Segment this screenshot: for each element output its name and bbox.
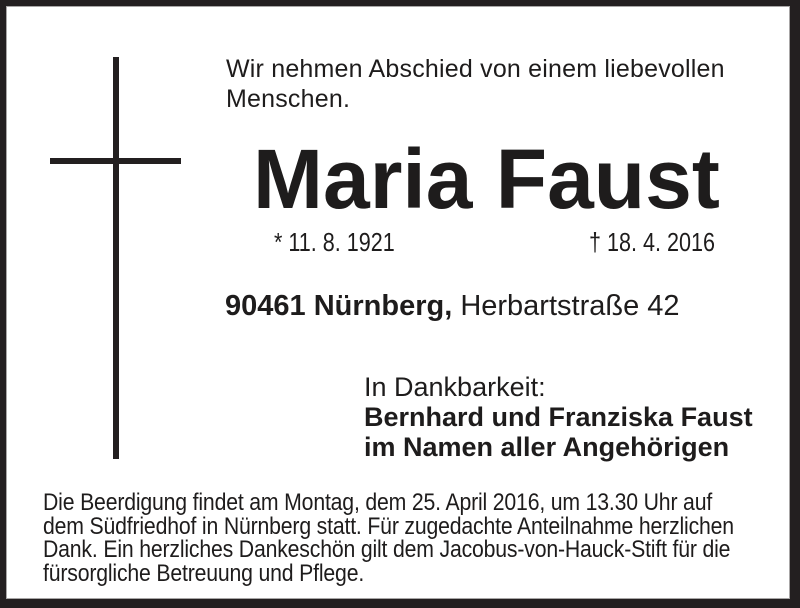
cross-horizontal-bar xyxy=(50,158,181,164)
closing-suffix: im Namen aller Angehörigen xyxy=(364,432,730,462)
dedication-line-2: Menschen. xyxy=(226,85,351,113)
funeral-notice-line-2: dem Südfriedhof in Nürnberg statt. Für zugedachte Anteilnahme herzlichen xyxy=(43,512,734,540)
funeral-notice-line-4: fürsorgliche Betreuung und Pflege. xyxy=(43,559,365,587)
funeral-notice xyxy=(43,491,734,585)
death-date: † 18. 4. 2016 xyxy=(589,227,716,257)
closing-family-names: Bernhard und Franziska Faust xyxy=(364,402,753,432)
memorial-card xyxy=(7,7,789,598)
dedication-line-1: Wir nehmen Abschied von einem liebevollen xyxy=(226,55,725,83)
address-postal-city: 90461 Nürnberg, xyxy=(225,290,453,322)
closing-intro: In Dankbarkeit: xyxy=(364,372,546,402)
address xyxy=(225,290,680,323)
funeral-notice-line-1: Die Beerdigung findet am Montag, dem 25. April 2016, um 13.30 Uhr auf xyxy=(43,489,713,516)
deceased-name: Maria Faust xyxy=(253,132,720,226)
address-street: Herbartstraße 42 xyxy=(452,290,680,322)
closing-block xyxy=(364,372,753,462)
funeral-notice-line-3: Dank. Ein herzliches Dankeschön gilt dem Jacobus-von-Hauck-Stift für die xyxy=(43,536,731,563)
birth-date: * 11. 8. 1921 xyxy=(274,227,395,257)
cross-vertical-bar xyxy=(113,57,119,459)
dedication-text xyxy=(226,54,725,114)
